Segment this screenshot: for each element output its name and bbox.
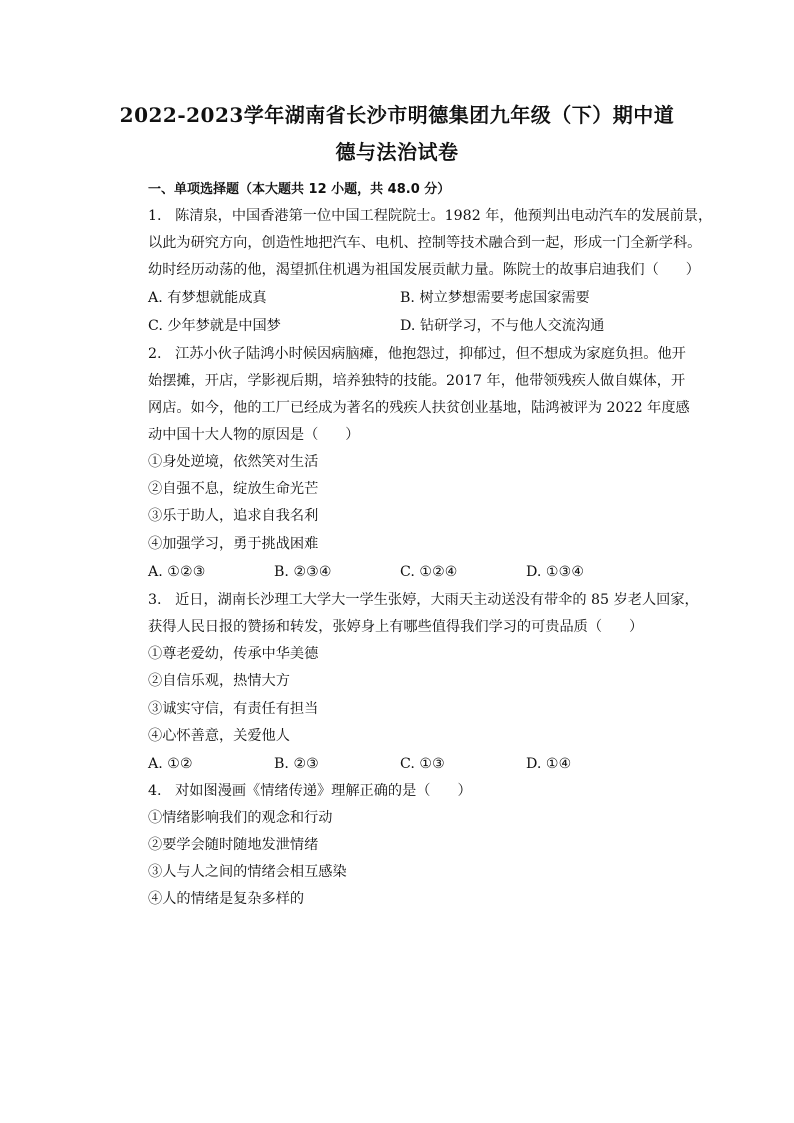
q4-statement: ①情绪影响我们的观念和行动 [148, 810, 333, 826]
q1-option-a: A. 有梦想就能成真 [148, 290, 267, 306]
q2-statement: ②自强不息，绽放生命光芒 [148, 481, 319, 497]
q3-option-d: D. ①④ [526, 756, 572, 772]
q1-text-line: 1. 陈清泉，中国香港第一位中国工程院院士。1982 年，他预判出电动汽车的发展前景， [148, 208, 713, 224]
q2-option-a: A. ①②③ [148, 564, 206, 580]
q3-text-line: 3. 近日，湖南长沙理工大学大一学生张婷，大雨天主动送没有带伞的 85 岁老人回家， [148, 592, 699, 608]
q2-option-d: D. ①③④ [526, 564, 585, 580]
q2-text-line: 动中国十大人物的原因是（ ） [148, 427, 360, 443]
q3-statement: ④心怀善意，关爱他人 [148, 728, 290, 744]
q4-statement: ③人与人之间的情绪会相互感染 [148, 864, 347, 880]
q3-statement: ③诚实守信，有责任有担当 [148, 701, 319, 717]
q3-statement: ①尊老爱幼，传承中华美德 [148, 646, 319, 662]
q3-option-b: B. ②③ [274, 756, 319, 772]
q1-option-b: B. 树立梦想需要考虑国家需要 [400, 290, 590, 306]
q2-statement: ④加强学习，勇于挑战困难 [148, 536, 319, 552]
exam-title-line-1: 2022-2023学年湖南省长沙市明德集团九年级（下）期中道 [119, 103, 675, 127]
q3-option-c: C. ①③ [400, 756, 445, 772]
q1-text-line: 以此为研究方向，创造性地把汽车、电机、控制等技术融合到一起，形成一门全新学科。 [148, 235, 702, 251]
q3-option-a: A. ①② [148, 756, 193, 772]
q2-statement: ①身处逆境，依然笑对生活 [148, 454, 319, 470]
q1-text-line: 幼时经历动荡的他，渴望抓住机遇为祖国发展贡献力量。陈院士的故事启迪我们（ ） [148, 262, 700, 278]
section-heading: 一、单项选择题（本大题共 12 小题，共 48.0 分） [148, 182, 451, 197]
q3-text-line: 获得人民日报的赞扬和转发，张婷身上有哪些值得我们学习的可贵品质（ ） [148, 619, 644, 635]
q2-option-c: C. ①②④ [400, 564, 458, 580]
q4-text-line: 4. 对如图漫画《情绪传递》理解正确的是（ ） [148, 783, 472, 799]
exam-title-line-2: 德与法治试卷 [335, 140, 459, 164]
q4-statement: ②要学会随时随地发泄情绪 [148, 837, 319, 853]
q4-statement: ④人的情绪是复杂多样的 [148, 891, 305, 907]
q1-option-c: C. 少年梦就是中国梦 [148, 318, 281, 334]
q2-statement: ③乐于助人，追求自我名利 [148, 508, 319, 524]
q2-text-line: 网店。如今，他的工厂已经成为著名的残疾人扶贫创业基地，陆鸿被评为 2022 年度感 [148, 400, 690, 416]
q2-option-b: B. ②③④ [274, 564, 332, 580]
q1-option-d: D. 钻研学习，不与他人交流沟通 [400, 318, 605, 334]
q3-statement: ②自信乐观，热情大方 [148, 673, 290, 689]
q2-text-line: 始摆摊，开店，学影视后期，培养独特的技能。2017 年，他带领残疾人做自媒体，开 [148, 373, 686, 389]
q2-text-line: 2. 江苏小伙子陆鸿小时候因病脑瘫，他抱怨过，抑郁过，但不想成为家庭负担。他开 [148, 346, 686, 362]
